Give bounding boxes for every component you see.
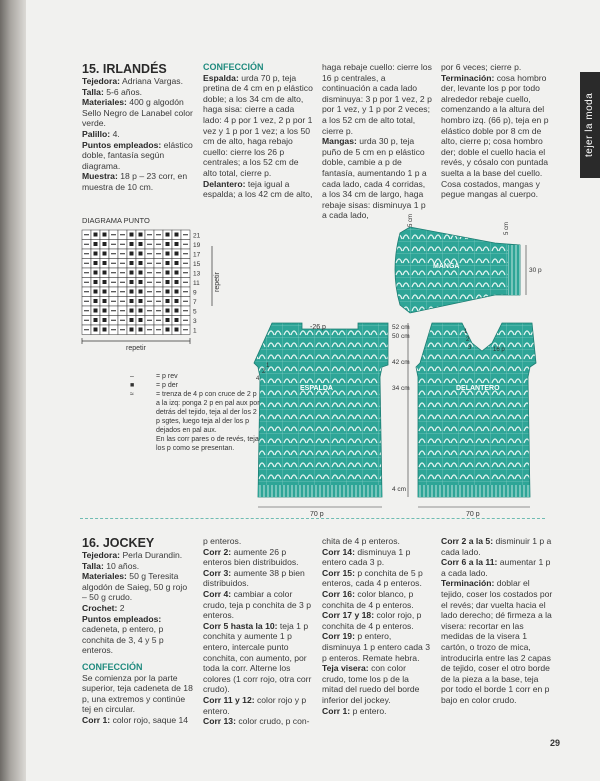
row-number: 1 [193,327,197,335]
knit-mark [166,290,170,294]
label: Materiales: [82,97,127,108]
jockey-col4 [441,536,553,706]
jockey-title: 16. JOCKEY [82,536,155,550]
knit-mark [139,252,143,256]
knit-mark [175,328,179,332]
materiales: 50 g Teresita algodón de Saieg, 50 g rojo – 50 g crudo. [82,571,188,603]
knit-mark [103,318,107,322]
row-number: 19 [193,242,201,249]
knit-mark [94,299,98,303]
knit-mark [103,233,107,237]
knit-mark [139,242,143,246]
dim-label: 50 cm [392,333,410,340]
dim-label: 1 [464,329,468,335]
section-tab: tejer la moda [580,72,600,178]
dim-label: -26 p [310,324,326,331]
row-number: 17 [193,251,201,259]
label: Corr 13: [203,716,236,727]
manga-shape [395,227,520,313]
stitch-diagram [80,226,220,356]
label: Talla: [82,560,104,571]
knit-mark [94,233,98,237]
label: Corr 19: [322,631,355,642]
legend-symbol: ■ [130,382,135,389]
talla: 10 años. [106,560,140,571]
knit-mark [166,271,170,275]
corr-text: p conchita de 5 p enteros, cada 4 p enteros. [322,567,423,589]
dim-label: 4 cm [392,486,407,493]
legend-item [130,381,260,390]
puntos: cadeneta, p entero, p conchita de 3, 4 y 5 p enteros. [82,624,164,656]
irlandes-col4 [441,62,553,200]
knit-mark [103,290,107,294]
palillo: 4. [112,128,120,139]
dim-label: 4 [256,376,260,382]
row-number: 13 [193,270,201,278]
label: Terminación: [441,578,495,589]
knit-mark [94,318,98,322]
knit-mark [166,328,170,332]
delantero-text: teja igual a espalda; a los 42 cm de alto, [203,178,313,200]
knit-mark [175,309,179,313]
delantero-label: DELANTERO [456,385,500,392]
section-heading: CONFECCIÓN [82,661,143,672]
stitch-grid [82,230,190,335]
espalda-text: urda 70 p, teja pretina de 4 cm en p elástico doble; a los 34 cm de alto, haga sisa: cierre a cada lado: 4 p por 1 vez, 2 p por 1 vez y 1 p por 1 vez; a los 50 cm de alto, haga rebajo cuello: cierre los 26 p centrales; a los 52 cm de alto total, cierre p. [203,72,313,178]
label: Puntos empleados: [82,613,162,624]
knit-mark [94,242,98,246]
knit-mark [166,252,170,256]
corr-text: p entero. [352,705,387,716]
delantero-shape [416,323,536,497]
knit-mark [175,242,179,246]
knit-mark [103,271,107,275]
jockey-col2 [203,536,313,727]
legend-text: = p rev [156,373,178,380]
knit-mark [175,233,179,237]
knit-mark [175,290,179,294]
knit-mark [94,271,98,275]
knit-mark [130,252,134,256]
corr-text: aumente 38 p bien distribuidos. [203,567,305,589]
label: Tejedora: [82,76,121,86]
muestra: 18 p – 23 corr, en muestra de 10 cm. [82,171,188,192]
dim-label: 2 [466,337,470,343]
corr-text: aumente 26 p enteros bien distribuidos. [203,546,299,568]
knit-mark [94,328,98,332]
row-number: 7 [193,299,197,306]
jockey-col3 [322,536,432,716]
dim-label: 3 [468,345,472,351]
label: Corr 16: [322,588,355,599]
corr-cont: p enteros. [203,536,242,546]
legend-symbol: ≈ [130,391,134,398]
legend-item [130,372,260,381]
garment-schematics [250,205,550,518]
espalda-rib [258,485,382,497]
irlandes-confeccion [203,62,313,200]
jockey-specs [82,536,194,726]
page-number: 29 [549,738,560,748]
dim-label: 52 cm [392,324,410,331]
knit-mark [94,252,98,256]
label: Corr 17 y 18: [322,610,375,621]
corr-text: color blanco, p conchita de 4 p enteros. [322,588,414,610]
row-number: 9 [193,289,197,297]
knit-mark [139,290,143,294]
diagram-title: DIAGRAMA PUNTO [82,216,150,225]
knit-mark [130,271,134,275]
knit-mark [130,233,134,237]
section-divider [80,518,545,519]
tejedora: Adriana Vargas. [121,76,183,86]
knit-mark [139,328,143,332]
materiales: 400 g algodón Sello Negro de Lanabel color verde. [82,97,193,129]
knit-mark [130,242,134,246]
label: Mangas: [322,136,357,147]
knit-mark [139,309,143,313]
irlandes-col3 [322,62,432,221]
knit-mark [139,318,143,322]
puntos: elástico doble, fantasía según diagrama. [82,139,193,171]
corr-text: p entero, disminuya 1 p entero cada 3 p enteros. Remate hebra. [322,631,430,663]
knit-mark [175,271,179,275]
manga-cuff [508,245,520,295]
knit-mark [103,242,107,246]
knit-mark [166,309,170,313]
label: Corr 4: [203,588,232,599]
irlandes-specs [82,62,194,193]
corr-text: color rojo, saque 14 [112,714,189,725]
label: Corr 11 y 12: [203,694,255,705]
knit-mark [166,242,170,246]
label: Palillo: [82,128,111,139]
espalda-shape [254,323,388,497]
label: Teja visera: [322,663,369,674]
knit-mark [130,280,134,284]
knit-mark [94,290,98,294]
dim-label: 42 cm [392,359,410,366]
corr-text: color rojo, p conchita de 4 p enteros. [322,610,422,631]
corr-text: cambiar a color crudo, teja p conchita de 3 p enteros. [203,588,311,621]
talla: 5-6 años. [106,86,143,97]
manga-label: MANGA [433,263,460,270]
knit-mark [139,271,143,275]
knit-mark [175,318,179,322]
row-number: 11 [193,280,200,287]
mangas-text: urda 30 p, teja puño de 5 cm en p elástico doble, cambie a p de fantasía, aumentando 1 p a cada lado, cada 4 corridas, a los 34 cm de largo, haga rebaje sisas: disminuya 1 p a cada lado, [322,136,427,221]
dim-label: 34 cm [392,385,410,392]
label: Corr 3: [203,567,232,578]
label: Corr 1: [322,705,351,716]
label: Crochet: [82,602,118,613]
section-heading: CONFECCIÓN [203,62,264,72]
diagram-legend [130,372,260,453]
knit-mark [94,309,98,313]
knit-mark [94,280,98,284]
corr-text: color rojo y p entero. [203,694,307,716]
mangas-cont: por 6 veces; cierre p. [441,62,522,72]
repetir-side-label: repetir [214,272,221,292]
knit-mark [139,299,143,303]
label: Corr 15: [322,567,355,578]
knit-mark [94,261,98,265]
knit-mark [130,328,134,332]
repetir-bottom-label: repetir [126,345,146,352]
knit-mark [175,299,179,303]
label: Corr 14: [322,546,355,557]
knit-mark [130,318,134,322]
corr-text: color crudo, p con- [238,716,310,727]
espalda-label: ESPALDA [300,385,333,392]
knit-mark [130,261,134,265]
knit-mark [103,299,107,303]
delantero-rib [418,485,530,497]
label: Espalda: [203,72,239,83]
dim-label: 2 [262,369,266,375]
legend-text: = trenza de 4 p con cruce de 2 p a la izq: ponga 2 p en pal aux por detrás del tejido, teja al der los 2 p sgtes, luego teja al der los p dejados en pal aux. [156,391,260,434]
dim-label: 5 cm [408,213,414,227]
row-number: 5 [193,308,197,316]
knit-mark [103,252,107,256]
knit-mark [175,261,179,265]
confeccion-text: Se comienza por la parte superior, teja cadeneta de 18 p, una extremos y continúe tej en circular. [82,672,193,715]
legend-symbol [130,435,152,453]
knit-mark [166,280,170,284]
knit-mark [166,233,170,237]
label: Puntos empleados: [82,139,162,150]
knit-mark [130,309,134,313]
label: Talla: [82,86,104,97]
legend-symbol: – [130,373,134,380]
cuello-text: haga rebaje cuello: cierre los 16 p centrales, a continuación a cada lado disminuya: 3 p por 1 vez, 2 p por 1 vez, y 1 p por 2 veces; a los 52 cm de alto total, cierre p. [322,62,432,136]
row-number: 21 [193,232,201,240]
dim-label: 5 cm [504,221,510,235]
label: Tejedora: [82,550,121,560]
label: Corr 1: [82,714,111,725]
row-number: 3 [193,318,197,325]
knit-mark [175,252,179,256]
legend-item [130,390,260,435]
knit-mark [103,280,107,284]
legend-text: = p der [156,382,178,389]
label: Terminación: [441,72,495,83]
knit-mark [103,328,107,332]
knit-mark [175,280,179,284]
knit-mark [166,261,170,265]
label: Muestra: [82,171,118,182]
knit-mark [166,318,170,322]
knit-mark [139,261,143,265]
terminacion-text: doblar el tejido, coser los costados por el revés; dar vuelta hacia el lado derecho; dé firmeza a la visera: recortar en las medidas de la visera 1 cartón, o trozo de mica, introducirla entre las 2 capas de tejido, coser el otro borde de la pieza a la base, teja por todo el borde 1 corr en p bajo en color crudo. [441,578,553,705]
row-number: 15 [193,261,201,268]
row-numbers [193,233,201,335]
dim-label: 70 p [310,511,324,518]
legend-text: En las corr pares o de revés, teja los p como se presentan. [156,436,259,452]
label: Corr 2: [203,546,232,557]
legend-item [130,435,260,453]
label: Corr 5 hasta la 10: [203,620,278,631]
knit-mark [130,290,134,294]
knit-mark [139,280,143,284]
knit-mark [103,261,107,265]
dim-label: 30 p [529,267,542,274]
corr-cont: chita de 4 p enteros. [322,536,400,546]
label: Delantero: [203,178,246,189]
knit-mark [139,233,143,237]
corr-text: disminuya 1 p entero cada 3 p. [322,546,411,568]
knit-mark [166,299,170,303]
irlandes-title: 15. IRLANDÉS [82,62,167,76]
crochet: 2 [119,602,125,613]
knit-mark [103,309,107,313]
corr-text: disminuir 1 p a cada lado. [441,536,552,557]
label: Materiales: [82,571,127,582]
dim-label: 70 p [466,511,480,518]
label: Corr 2 a la 5: [441,536,494,546]
dim-label: 1 [266,363,270,369]
label: Corr 6 a la 11: [441,557,498,568]
corr-text: teja 1 p conchita y aumente 1 p entero, intercale punto conchita, con aumento, por toda la corr. Alterne los colores (1 corr rojo, otra corr crudo). [203,620,312,695]
corr-text: aumentar 1 p a cada lado. [441,557,551,578]
visera-text: con color crudo, tome los p de la mitad del ruedo del borde inferior del jockey. [322,663,420,705]
terminacion-text: cosa hombro der, levante los p por todo alrededor rebaje cuello, comenzando a la altura del hombro izq. (66 p), teja en p elástico doble por 8 cm de alto, cierre p; cosa hombro der; doble el cuello hacia el revés, y cósalo con puntada suelta a la base del cuello. Cosa costados, mangas y pegue mangas al cuerpo. [441,72,549,200]
dim-label: 16 p [493,347,505,353]
knit-mark [130,299,134,303]
page-gutter [0,0,26,781]
tejedora: Perla Durandin. [122,550,183,560]
